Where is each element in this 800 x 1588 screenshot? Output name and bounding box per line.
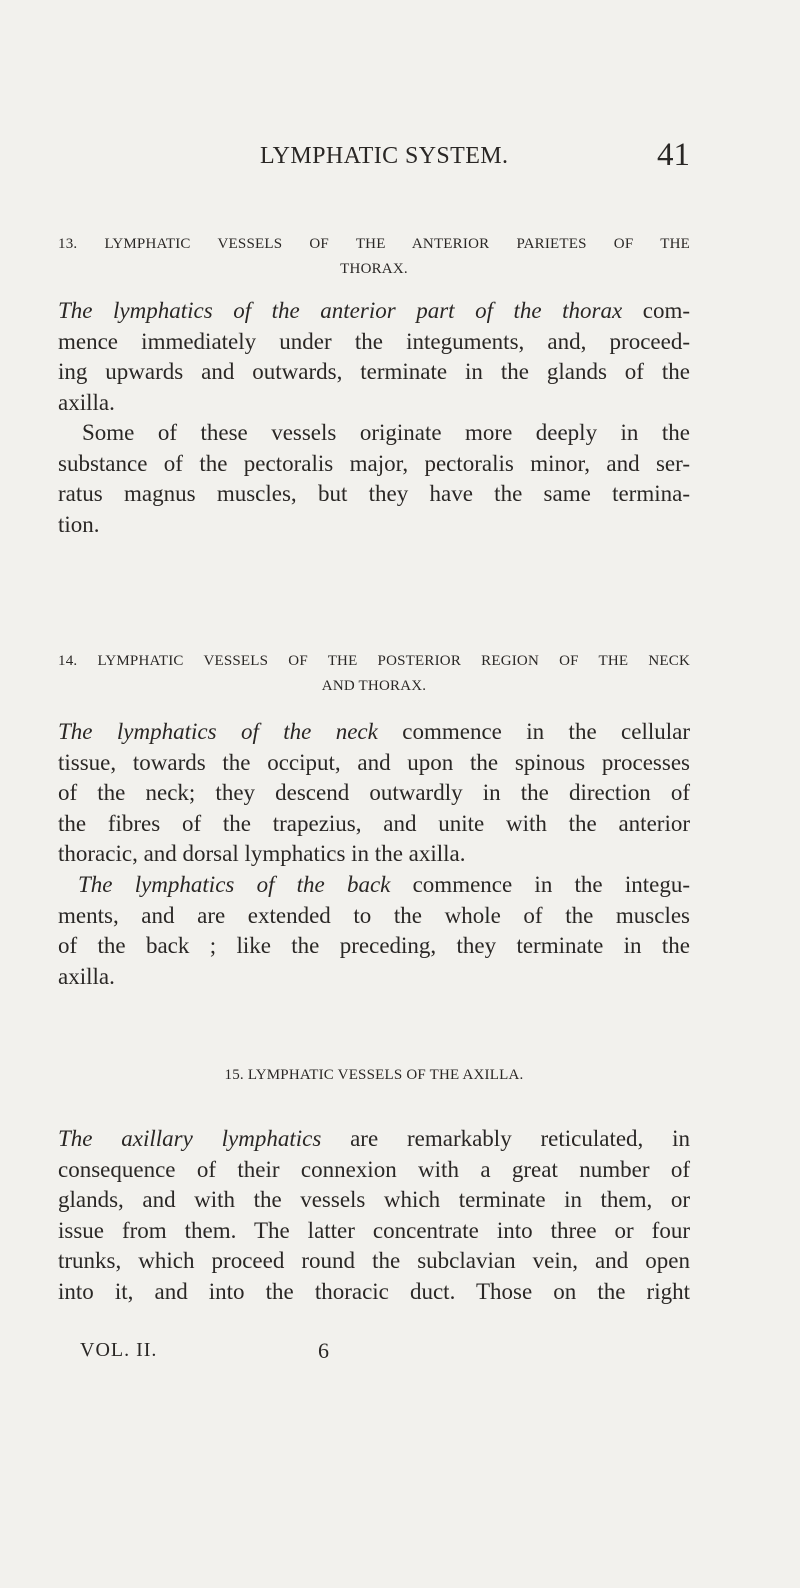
section-heading-14: [58, 649, 690, 673]
volume-label: VOL. II.: [80, 1339, 158, 1361]
paragraph: [58, 717, 690, 870]
section-heading-15: [58, 1063, 690, 1087]
section-heading-14-cont: [58, 674, 690, 698]
page-number: 41: [657, 137, 690, 173]
text-line: consequence of their connexion with a great number of: [58, 1156, 690, 1182]
section-heading-13: [58, 232, 690, 256]
italic-phrase: The lymphatics of the neck: [58, 719, 378, 744]
paragraph: [58, 870, 690, 992]
italic-phrase: The lymphatics of the anterior part of the thorax: [58, 298, 623, 323]
text-line: substance of the pectoralis major, pectoralis minor, and ser-: [58, 450, 690, 476]
section-heading-line: THORAX.: [340, 261, 408, 277]
paragraph: [58, 418, 690, 540]
text-line: of the back ; like the preceding, they terminate in the: [58, 933, 690, 958]
text-line: ing upwards and outwards, terminate in the glands of the: [58, 359, 690, 384]
text-line: tion.: [58, 511, 100, 537]
running-title: LYMPHATIC SYSTEM.: [260, 143, 509, 169]
text-line: trunks, which proceed round the subclavian vein, and open: [58, 1248, 690, 1273]
paragraph: [58, 296, 690, 418]
text-line: are remarkably reticulated, in: [321, 1126, 690, 1151]
text-line: ratus magnus muscles, but they have the same termina-: [58, 481, 690, 506]
text-line: axilla.: [58, 963, 115, 989]
text-line: of the neck; they descend outwardly in the direction of: [58, 780, 690, 805]
text-line: glands, and with the vessels which terminate in them, or: [58, 1187, 690, 1212]
section-heading-line: LYMPHATIC VESSELS OF THE AXILLA.: [247, 1067, 524, 1083]
signature-mark: 6: [318, 1338, 329, 1363]
text-line: commence in the cellular: [377, 719, 691, 744]
section-heading-13-cont: [58, 257, 690, 281]
page-footer: [80, 1339, 480, 1369]
section-number: 15.: [224, 1067, 244, 1083]
italic-phrase: The lymphatics of the back: [78, 872, 391, 897]
section-number: 13.: [58, 236, 78, 252]
text-line: mence immediately under the integuments, and, proceed-: [58, 328, 690, 354]
section-heading-line: LYMPHATIC VESSELS OF THE ANTERIOR PARIETES OF THE: [104, 236, 691, 252]
section-heading-line: LYMPHATIC VESSELS OF THE POSTERIOR REGION OF THE NECK: [97, 653, 691, 669]
text-line: issue from them. The latter concentrate into three or four: [58, 1217, 690, 1243]
text-line: com-: [622, 298, 690, 323]
italic-phrase: The axillary lymphatics: [58, 1126, 322, 1151]
text-line: ments, and are extended to the whole of the muscles: [58, 902, 690, 928]
text-line: commence in the integu-: [390, 872, 690, 897]
text-line: axilla.: [58, 389, 115, 415]
text-line: into it, and into the thoracic duct. Those on the right: [58, 1278, 690, 1304]
text-line: tissue, towards the occiput, and upon the spinous processes: [58, 749, 690, 775]
paragraph: [58, 1124, 690, 1307]
text-line: the fibres of the trapezius, and unite with the anterior: [58, 810, 690, 836]
section-number: 14.: [58, 653, 78, 669]
text-line: thoracic, and dorsal lymphatics in the axilla.: [58, 841, 466, 866]
text-line: Some of these vessels originate more deeply in the: [82, 420, 690, 445]
section-heading-line: AND THORAX.: [321, 678, 427, 694]
running-head: [58, 139, 690, 179]
